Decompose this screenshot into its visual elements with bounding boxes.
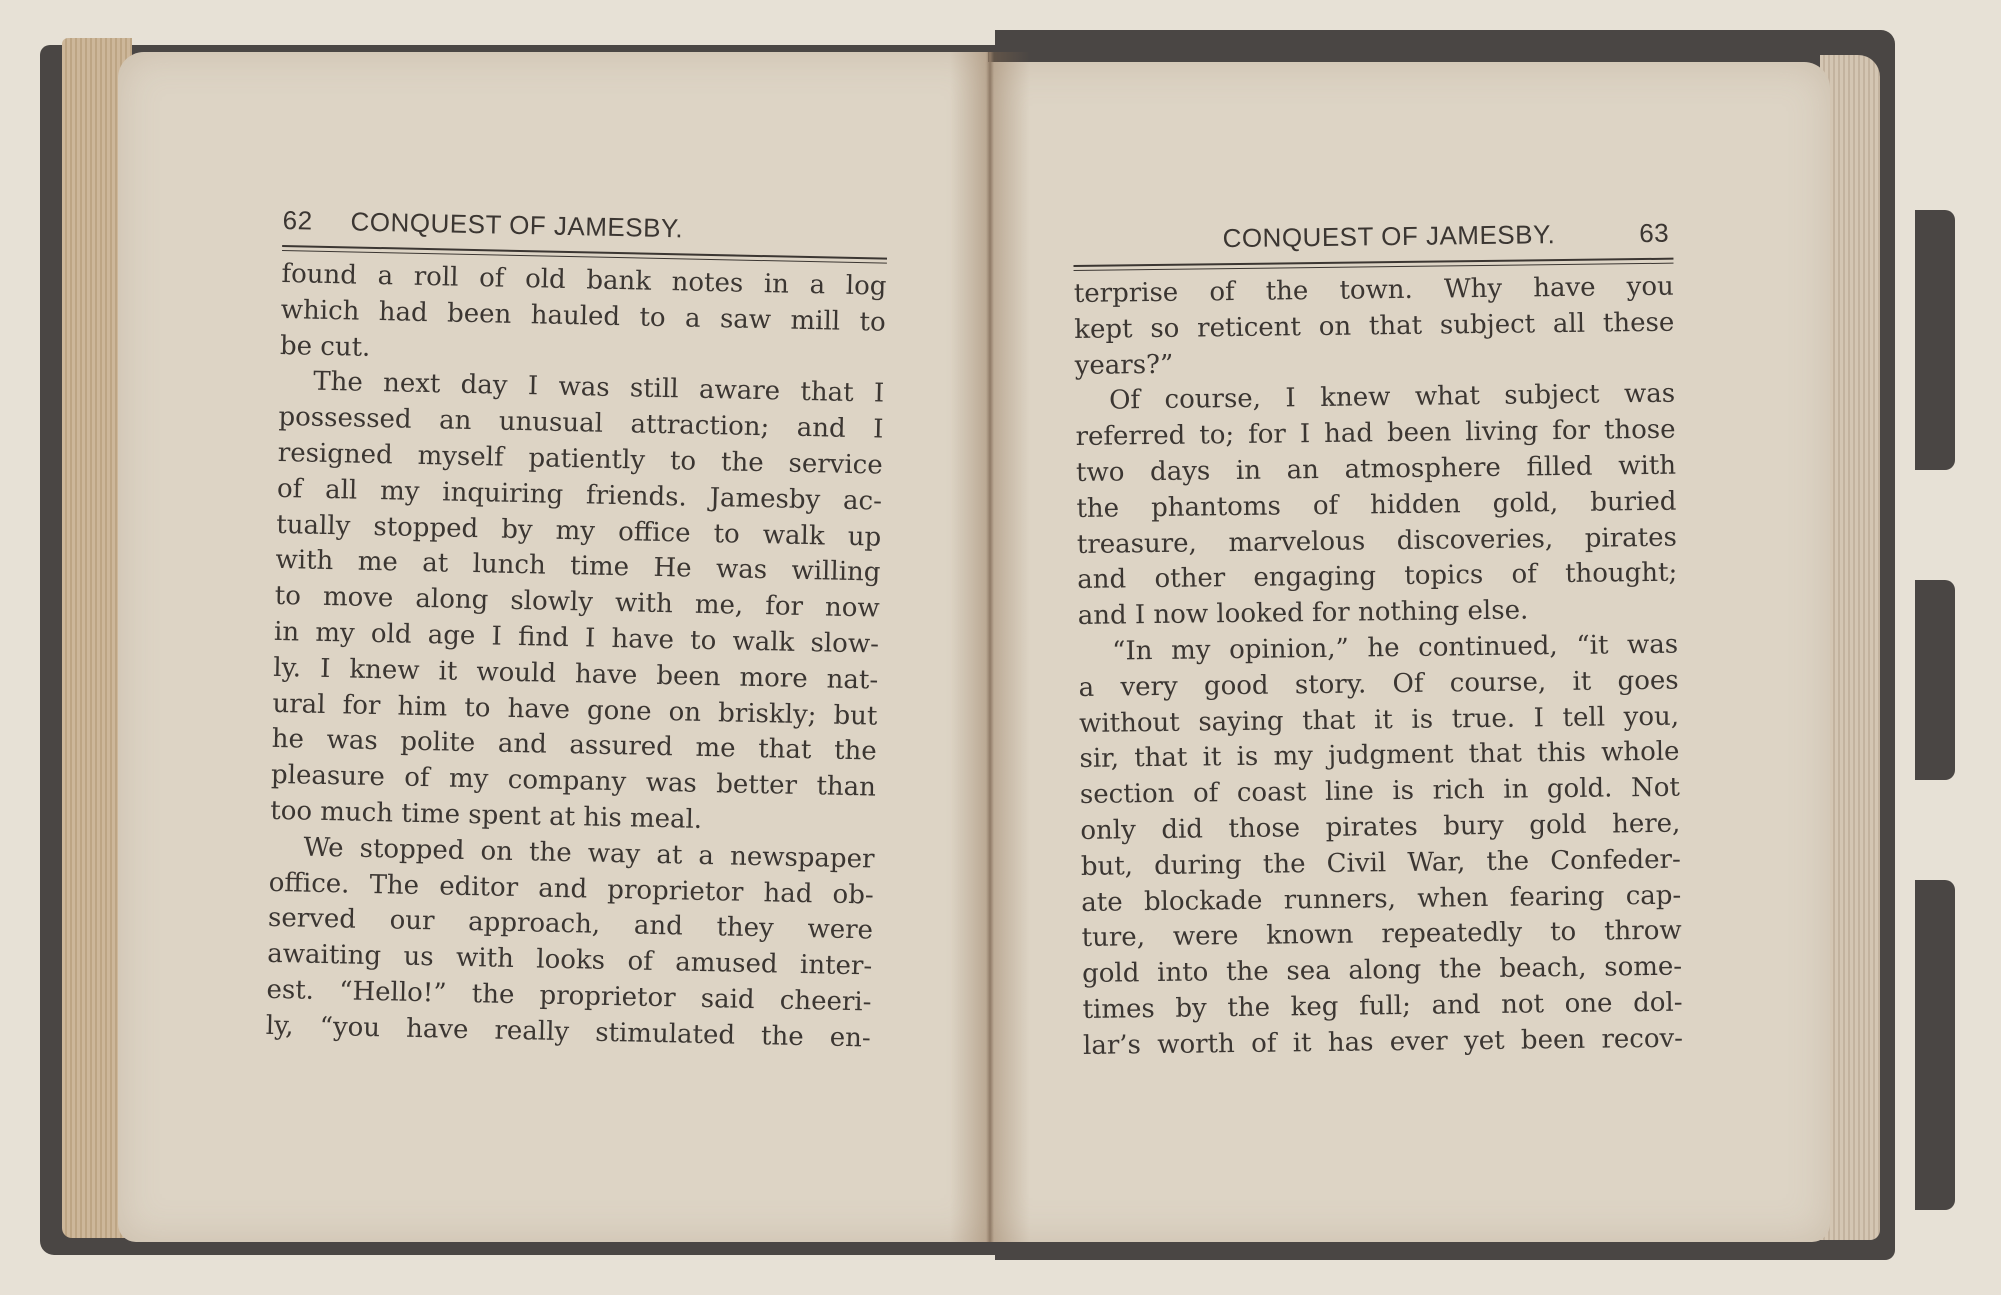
- running-title: CONQUEST OF JAMESBY.: [350, 206, 684, 244]
- text-line: only did those pirates bury gold here,: [1080, 808, 1681, 846]
- text-line: referred to; for I had been living for those: [1075, 414, 1676, 453]
- text-line: The next day I was still aware that I: [312, 367, 885, 410]
- text-line: and I now looked for nothing else.: [1077, 595, 1529, 632]
- right-page-text: [1073, 218, 1683, 1065]
- text-line: which had been hauled to a saw mill to: [280, 294, 886, 338]
- text-line: served our approach, and they were: [267, 903, 874, 946]
- text-line: “In my opinion,” he continued, “it was: [1112, 629, 1679, 667]
- text-line: section of coast line is rich in gold. Not: [1079, 772, 1681, 811]
- text-line: terprise of the town. Why have you: [1073, 271, 1674, 309]
- text-line: ly, “you have really stimulated the en-: [265, 1010, 871, 1054]
- text-line: ate blockade runners, when fearing cap-: [1081, 880, 1682, 918]
- text-line: treasure, marvelous discoveries, pirates: [1076, 522, 1678, 560]
- text-line: be cut.: [279, 330, 371, 363]
- text-line: lar’s worth of it has ever yet been recov-: [1082, 1023, 1684, 1061]
- text-line: Of course, I knew what subject was: [1108, 379, 1676, 416]
- book-gutter: [950, 52, 1030, 1242]
- text-line: sir, that it is my judgment that this whole: [1079, 736, 1680, 775]
- text-line: a very good story. Of course, it goes: [1078, 665, 1679, 703]
- text-line: with me at lunch time He was willing: [275, 545, 881, 588]
- text-line: ly. I knew it would have been more nat-: [272, 652, 879, 696]
- running-title: CONQUEST OF JAMESBY.: [1222, 219, 1556, 254]
- page-body: [265, 257, 886, 1057]
- text-line: he was polite and assured me that the: [271, 724, 877, 767]
- text-line: ture, were known repeatedly to throw: [1081, 915, 1682, 954]
- text-line: tually stopped by my office to walk up: [275, 509, 882, 553]
- text-line: We stopped on the way at a newspaper: [303, 832, 875, 875]
- page-number: 63: [1639, 217, 1670, 249]
- text-line: est. “Hello!” the proprietor said cheeri-: [266, 974, 872, 1018]
- text-line: two days in an atmosphere filled with: [1075, 450, 1677, 488]
- cover-fragment: [1915, 210, 1955, 470]
- cover-fragment: [1915, 580, 1955, 780]
- text-line: the phantoms of hidden gold, buried: [1076, 486, 1677, 524]
- text-line: years?”: [1074, 349, 1174, 381]
- text-line: in my old age I find I have to walk slow-: [273, 616, 880, 660]
- text-line: and other engaging topics of thought;: [1077, 558, 1678, 596]
- page-body: [1074, 270, 1684, 1065]
- text-line: to move along slowly with me, for now: [274, 581, 880, 624]
- text-line: ural for him to have gone on briskly; but: [272, 688, 878, 732]
- text-line: of all my inquiring friends. Jamesby ac-: [276, 473, 883, 517]
- text-line: times by the keg full; and not one dol-: [1082, 987, 1683, 1025]
- text-line: pleasure of my company was better than: [270, 760, 877, 803]
- text-line: but, during the Civil War, the Confeder-: [1080, 844, 1681, 882]
- text-line: found a roll of old bank notes in a log: [281, 258, 887, 302]
- page-number: 62: [282, 205, 313, 236]
- text-line: kept so reticent on that subject all these: [1074, 307, 1675, 345]
- text-line: possessed an unusual attraction; and I: [278, 402, 884, 445]
- left-page-text: [265, 205, 887, 1057]
- text-line: office. The editor and proprietor had ob-: [268, 867, 874, 911]
- cover-fragment: [1915, 880, 1955, 1210]
- text-line: awaiting us with looks of amused inter-: [266, 938, 873, 982]
- text-line: resigned myself patiently to the service: [277, 437, 883, 481]
- text-line: gold into the sea along the beach, some-: [1081, 951, 1683, 990]
- text-line: too much time spent at his meal.: [269, 795, 703, 835]
- text-line: without saying that it is true. I tell you,: [1078, 701, 1680, 739]
